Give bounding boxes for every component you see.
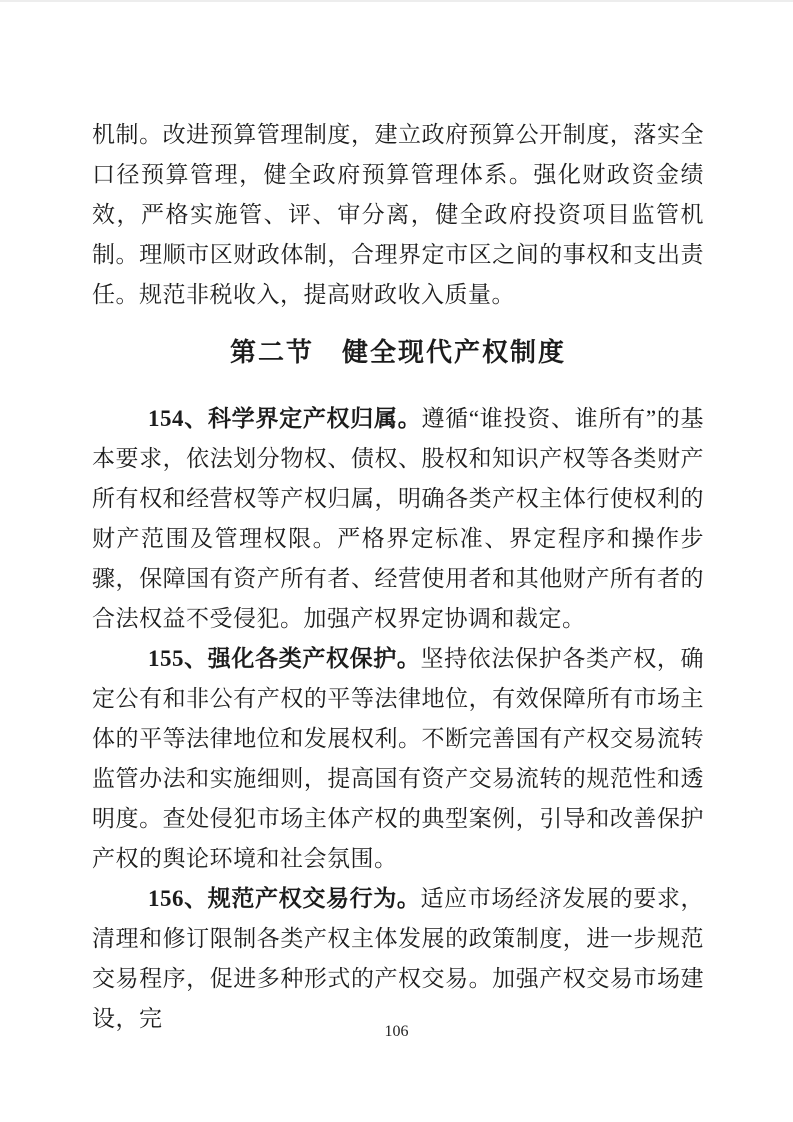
paragraph-156-body: 适应市场经济发展的要求，清理和修订限制各类产权主体发展的政策制度，进一步规范交易程序，促进多种形式的产权交易。加强产权交易市场建设，完 bbox=[92, 886, 705, 1031]
continuation-paragraph: 机制。改进预算管理制度，建立政府预算公开制度，落实全口径预算管理，健全政府预算管理体系。强化财政资金绩效，严格实施管、评、审分离，健全政府投资项目监管机制。理顺市区财政体制，合理界定市区之间的事权和支出责任。规范非税收入，提高财政收入质量。 bbox=[92, 122, 704, 307]
paragraph-156-lead: 156、规范产权交易行为。 bbox=[148, 886, 421, 911]
paragraph-155-body: 坚持依法保护各类产权，确定公有和非公有产权的平等法律地位，有效保障所有市场主体的平等法律地位和发展权利。不断完善国有产权交易流转监管办法和实施细则，提高国有资产交易流转的规范性和透明度。查处侵犯市场主体产权的典型案例，引导和改善保护产权的舆论环境和社会氛围。 bbox=[92, 646, 705, 871]
numbered-paragraph-154 bbox=[92, 399, 704, 639]
scan-edge-line bbox=[0, 0, 793, 2]
paragraph-154-body: 遵循“谁投资、谁所有”的基本要求，依法划分物权、债权、股权和知识产权等各类财产所有权和经营权等产权归属，明确各类产权主体行使权利的财产范围及管理权限。严格界定标准、界定程序和操作步骤，保障国有资产所有者、经营使用者和其他财产所有者的合法权益不受侵犯。加强产权界定协调和裁定。 bbox=[92, 406, 705, 631]
section-heading: 第二节 健全现代产权制度 bbox=[229, 338, 566, 367]
numbered-paragraph-156 bbox=[92, 879, 704, 1039]
paragraph-154-lead: 154、科学界定产权归属。 bbox=[148, 406, 422, 431]
paragraph-155-lead: 155、强化各类产权保护。 bbox=[148, 646, 421, 671]
page-number: 106 bbox=[384, 1023, 409, 1040]
page-content bbox=[92, 115, 704, 1039]
numbered-paragraph-155 bbox=[92, 639, 704, 879]
